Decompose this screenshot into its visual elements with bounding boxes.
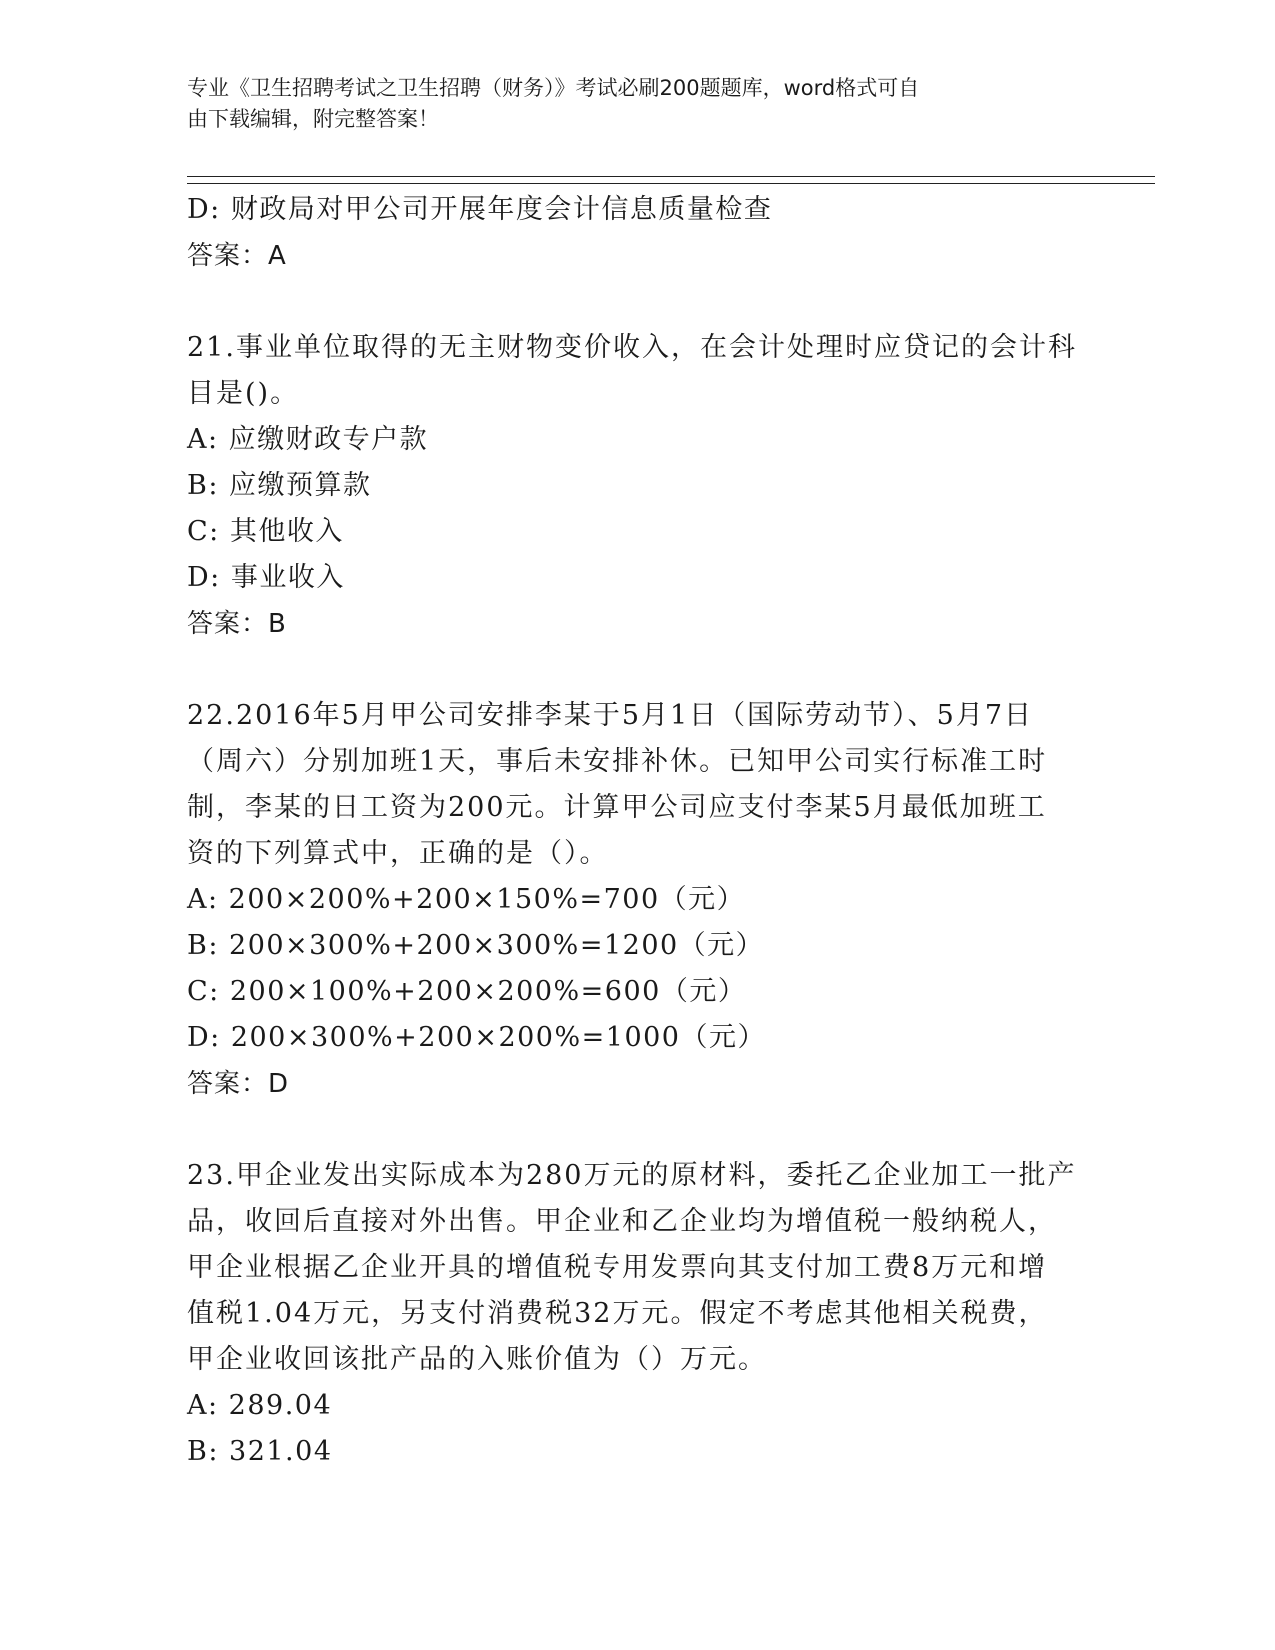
question-stem-line: 23.甲企业发出实际成本为280万元的原材料，委托乙企业加工一批产 bbox=[187, 1160, 1077, 1191]
option-b: B: 321.04 bbox=[187, 1436, 333, 1467]
option-b: B: 应缴预算款 bbox=[187, 470, 372, 501]
option-d: D: 事业收入 bbox=[187, 562, 345, 593]
question-stem-line: 制，李某的日工资为200元。计算甲公司应支付李某5月最低加班工 bbox=[187, 792, 1047, 823]
header-title-line-2: 由下载编辑，附完整答案！ bbox=[187, 107, 439, 131]
option-d: D: 200×300%+200×200%=1000（元） bbox=[187, 1022, 766, 1053]
question-23 bbox=[187, 1153, 1087, 1475]
header-rule-top bbox=[187, 176, 1155, 177]
question-stem-line: 甲企业根据乙企业开具的增值税专用发票向其支付加工费8万元和增 bbox=[187, 1252, 1048, 1283]
option-d: D: 财政局对甲公司开展年度会计信息质量检查 bbox=[187, 194, 773, 225]
question-stem-line: 品，收回后直接对外出售。甲企业和乙企业均为增值税一般纳税人， bbox=[187, 1206, 1057, 1237]
question-22 bbox=[187, 693, 1087, 1107]
question-stem-line: 资的下列算式中，正确的是（）。 bbox=[187, 838, 609, 869]
question-stem-line: （周六）分别加班1天，事后未安排补休。已知甲公司实行标准工时 bbox=[187, 746, 1048, 777]
option-c: C: 其他收入 bbox=[187, 516, 344, 547]
question-stem-line: 22.2016年5月甲公司安排李某于5月1日（国际劳动节）、5月7日 bbox=[187, 700, 1034, 731]
answer: 答案：B bbox=[187, 609, 287, 639]
question-stem-line: 21.事业单位取得的无主财物变价收入，在会计处理时应贷记的会计科 bbox=[187, 332, 1077, 363]
question-stem-line: 值税1.04万元，另支付消费税32万元。假定不考虑其他相关税费， bbox=[187, 1298, 1048, 1329]
option-a: A: 289.04 bbox=[187, 1390, 333, 1421]
answer: 答案：A bbox=[187, 241, 287, 271]
option-a: A: 200×200%+200×150%=700（元） bbox=[187, 884, 746, 915]
header-title-line-1: 专业《卫生招聘考试之卫生招聘（财务）》考试必刷200题题库，word格式可自 bbox=[187, 76, 920, 100]
previous-question-tail bbox=[187, 187, 1087, 279]
document-body bbox=[187, 187, 1087, 1475]
option-c: C: 200×100%+200×200%=600（元） bbox=[187, 976, 747, 1007]
question-stem-line: 甲企业收回该批产品的入账价值为（）万元。 bbox=[187, 1344, 767, 1375]
option-b: B: 200×300%+200×300%=1200（元） bbox=[187, 930, 765, 961]
answer: 答案：D bbox=[187, 1069, 290, 1099]
page-header bbox=[187, 73, 1067, 135]
option-a: A: 应缴财政专户款 bbox=[187, 424, 429, 455]
question-21 bbox=[187, 325, 1087, 647]
question-stem-line: 目是()。 bbox=[187, 378, 300, 409]
header-rule-bottom bbox=[187, 183, 1155, 184]
